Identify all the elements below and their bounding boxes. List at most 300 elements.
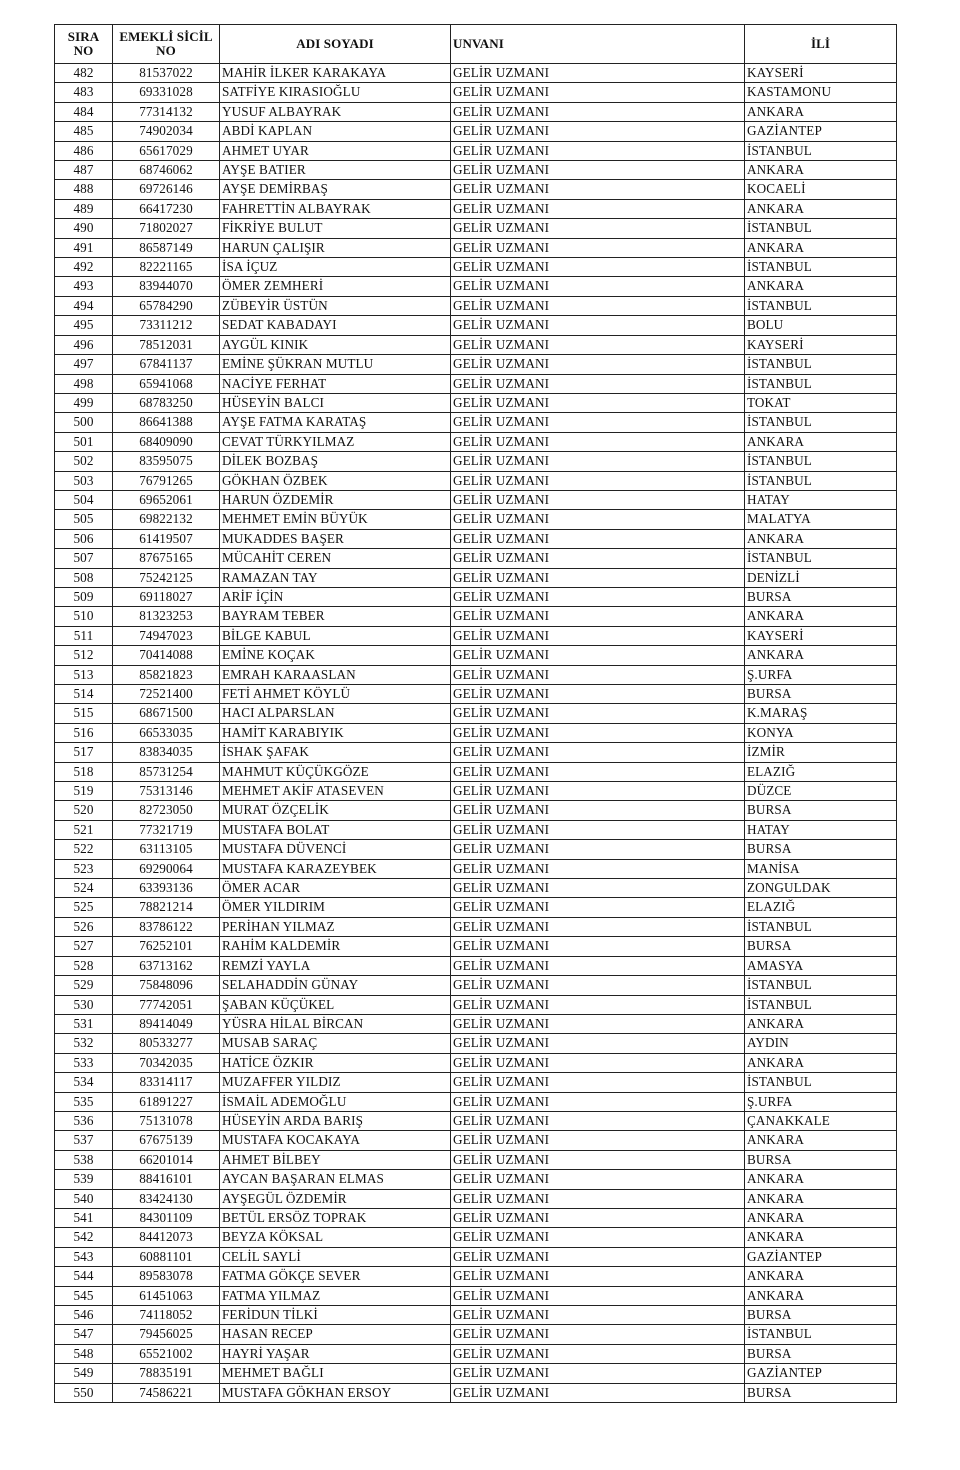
cell-ili: ANKARA bbox=[745, 1014, 897, 1033]
cell-unvani: GELİR UZMANI bbox=[451, 801, 745, 820]
cell-ili: ANKARA bbox=[745, 1189, 897, 1208]
cell-sira-no: 496 bbox=[55, 335, 113, 354]
cell-emekli-sicil-no: 85731254 bbox=[113, 762, 220, 781]
cell-adi-soyadi: HARUN ÇALIŞIR bbox=[220, 238, 451, 257]
cell-emekli-sicil-no: 76252101 bbox=[113, 937, 220, 956]
cell-emekli-sicil-no: 71802027 bbox=[113, 219, 220, 238]
table-row bbox=[55, 1247, 897, 1266]
cell-ili: İSTANBUL bbox=[745, 452, 897, 471]
cell-ili: ZONGULDAK bbox=[745, 879, 897, 898]
table-row bbox=[55, 1306, 897, 1325]
cell-unvani: GELİR UZMANI bbox=[451, 432, 745, 451]
cell-adi-soyadi: AHMET BİLBEY bbox=[220, 1150, 451, 1169]
cell-emekli-sicil-no: 66201014 bbox=[113, 1150, 220, 1169]
cell-sira-no: 544 bbox=[55, 1267, 113, 1286]
cell-ili: DÜZCE bbox=[745, 782, 897, 801]
table-row bbox=[55, 956, 897, 975]
cell-sira-no: 537 bbox=[55, 1131, 113, 1150]
cell-unvani: GELİR UZMANI bbox=[451, 413, 745, 432]
cell-adi-soyadi: MUSTAFA GÖKHAN ERSOY bbox=[220, 1383, 451, 1402]
table-row bbox=[55, 199, 897, 218]
cell-sira-no: 484 bbox=[55, 102, 113, 121]
cell-sira-no: 522 bbox=[55, 840, 113, 859]
cell-adi-soyadi: İSHAK ŞAFAK bbox=[220, 743, 451, 762]
cell-adi-soyadi: ÖMER ACAR bbox=[220, 879, 451, 898]
cell-ili: BURSA bbox=[745, 1344, 897, 1363]
cell-unvani: GELİR UZMANI bbox=[451, 568, 745, 587]
cell-emekli-sicil-no: 83595075 bbox=[113, 452, 220, 471]
cell-ili: ANKARA bbox=[745, 646, 897, 665]
cell-sira-no: 520 bbox=[55, 801, 113, 820]
table-row bbox=[55, 704, 897, 723]
cell-sira-no: 509 bbox=[55, 587, 113, 606]
cell-ili: GAZİANTEP bbox=[745, 1247, 897, 1266]
cell-emekli-sicil-no: 79456025 bbox=[113, 1325, 220, 1344]
table-row bbox=[55, 296, 897, 315]
cell-unvani: GELİR UZMANI bbox=[451, 1014, 745, 1033]
cell-unvani: GELİR UZMANI bbox=[451, 879, 745, 898]
cell-unvani: GELİR UZMANI bbox=[451, 956, 745, 975]
cell-sira-no: 482 bbox=[55, 64, 113, 83]
cell-ili: ÇANAKKALE bbox=[745, 1111, 897, 1130]
cell-sira-no: 545 bbox=[55, 1286, 113, 1305]
cell-ili: İSTANBUL bbox=[745, 374, 897, 393]
cell-sira-no: 548 bbox=[55, 1344, 113, 1363]
table-row bbox=[55, 83, 897, 102]
cell-unvani: GELİR UZMANI bbox=[451, 937, 745, 956]
table-row bbox=[55, 432, 897, 451]
cell-adi-soyadi: SATFİYE KIRASIOĞLU bbox=[220, 83, 451, 102]
cell-emekli-sicil-no: 77314132 bbox=[113, 102, 220, 121]
cell-sira-no: 499 bbox=[55, 393, 113, 412]
cell-unvani: GELİR UZMANI bbox=[451, 510, 745, 529]
cell-unvani: GELİR UZMANI bbox=[451, 626, 745, 645]
table-row bbox=[55, 1073, 897, 1092]
table-row bbox=[55, 122, 897, 141]
cell-ili: ANKARA bbox=[745, 102, 897, 121]
cell-ili: MALATYA bbox=[745, 510, 897, 529]
cell-unvani: GELİR UZMANI bbox=[451, 859, 745, 878]
table-row bbox=[55, 665, 897, 684]
cell-adi-soyadi: AYŞE BATIER bbox=[220, 161, 451, 180]
cell-emekli-sicil-no: 70414088 bbox=[113, 646, 220, 665]
cell-adi-soyadi: AYŞE DEMİRBAŞ bbox=[220, 180, 451, 199]
cell-sira-no: 534 bbox=[55, 1073, 113, 1092]
table-row bbox=[55, 937, 897, 956]
cell-adi-soyadi: HATİCE ÖZKIR bbox=[220, 1053, 451, 1072]
cell-unvani: GELİR UZMANI bbox=[451, 199, 745, 218]
table-row bbox=[55, 1267, 897, 1286]
cell-sira-no: 487 bbox=[55, 161, 113, 180]
cell-ili: ANKARA bbox=[745, 1170, 897, 1189]
table-row bbox=[55, 161, 897, 180]
cell-adi-soyadi: MUZAFFER YILDIZ bbox=[220, 1073, 451, 1092]
cell-adi-soyadi: AHMET UYAR bbox=[220, 141, 451, 160]
cell-sira-no: 503 bbox=[55, 471, 113, 490]
cell-emekli-sicil-no: 75313146 bbox=[113, 782, 220, 801]
cell-unvani: GELİR UZMANI bbox=[451, 1344, 745, 1363]
cell-sira-no: 506 bbox=[55, 529, 113, 548]
cell-emekli-sicil-no: 74902034 bbox=[113, 122, 220, 141]
cell-emekli-sicil-no: 81323253 bbox=[113, 607, 220, 626]
cell-ili: TOKAT bbox=[745, 393, 897, 412]
cell-emekli-sicil-no: 69290064 bbox=[113, 859, 220, 878]
cell-unvani: GELİR UZMANI bbox=[451, 452, 745, 471]
cell-emekli-sicil-no: 84412073 bbox=[113, 1228, 220, 1247]
cell-emekli-sicil-no: 76791265 bbox=[113, 471, 220, 490]
table-row bbox=[55, 452, 897, 471]
cell-adi-soyadi: CEVAT TÜRKYILMAZ bbox=[220, 432, 451, 451]
cell-unvani: GELİR UZMANI bbox=[451, 296, 745, 315]
cell-ili: Ş.URFA bbox=[745, 665, 897, 684]
cell-unvani: GELİR UZMANI bbox=[451, 1286, 745, 1305]
table-row bbox=[55, 529, 897, 548]
cell-ili: BOLU bbox=[745, 316, 897, 335]
cell-sira-no: 525 bbox=[55, 898, 113, 917]
cell-adi-soyadi: ZÜBEYİR ÜSTÜN bbox=[220, 296, 451, 315]
cell-emekli-sicil-no: 82723050 bbox=[113, 801, 220, 820]
cell-adi-soyadi: BAYRAM TEBER bbox=[220, 607, 451, 626]
table-row bbox=[55, 277, 897, 296]
cell-ili: BURSA bbox=[745, 685, 897, 704]
cell-adi-soyadi: HÜSEYİN ARDA BARIŞ bbox=[220, 1111, 451, 1130]
header-ili: İLİ bbox=[745, 25, 897, 64]
cell-sira-no: 483 bbox=[55, 83, 113, 102]
cell-unvani: GELİR UZMANI bbox=[451, 102, 745, 121]
table-row bbox=[55, 743, 897, 762]
cell-adi-soyadi: SELAHADDİN GÜNAY bbox=[220, 976, 451, 995]
cell-emekli-sicil-no: 75242125 bbox=[113, 568, 220, 587]
cell-emekli-sicil-no: 61451063 bbox=[113, 1286, 220, 1305]
cell-adi-soyadi: MUKADDES BAŞER bbox=[220, 529, 451, 548]
cell-ili: BURSA bbox=[745, 840, 897, 859]
cell-sira-no: 521 bbox=[55, 820, 113, 839]
table-row bbox=[55, 1189, 897, 1208]
cell-adi-soyadi: SEDAT KABADAYI bbox=[220, 316, 451, 335]
cell-emekli-sicil-no: 86641388 bbox=[113, 413, 220, 432]
cell-ili: ANKARA bbox=[745, 1208, 897, 1227]
cell-adi-soyadi: MAHMUT KÜÇÜKGÖZE bbox=[220, 762, 451, 781]
cell-emekli-sicil-no: 77742051 bbox=[113, 995, 220, 1014]
cell-sira-no: 493 bbox=[55, 277, 113, 296]
cell-ili: AYDIN bbox=[745, 1034, 897, 1053]
cell-emekli-sicil-no: 70342035 bbox=[113, 1053, 220, 1072]
cell-unvani: GELİR UZMANI bbox=[451, 704, 745, 723]
cell-adi-soyadi: ARİF İÇİN bbox=[220, 587, 451, 606]
cell-ili: ANKARA bbox=[745, 607, 897, 626]
cell-sira-no: 512 bbox=[55, 646, 113, 665]
cell-adi-soyadi: RAMAZAN TAY bbox=[220, 568, 451, 587]
cell-emekli-sicil-no: 63713162 bbox=[113, 956, 220, 975]
cell-emekli-sicil-no: 61891227 bbox=[113, 1092, 220, 1111]
table-row bbox=[55, 762, 897, 781]
table-row bbox=[55, 801, 897, 820]
cell-ili: BURSA bbox=[745, 1383, 897, 1402]
table-row bbox=[55, 626, 897, 645]
cell-unvani: GELİR UZMANI bbox=[451, 976, 745, 995]
cell-sira-no: 541 bbox=[55, 1208, 113, 1227]
header-unvani: UNVANI bbox=[451, 25, 745, 64]
table-row bbox=[55, 1286, 897, 1305]
cell-ili: HATAY bbox=[745, 490, 897, 509]
cell-unvani: GELİR UZMANI bbox=[451, 743, 745, 762]
cell-sira-no: 507 bbox=[55, 549, 113, 568]
cell-ili: ANKARA bbox=[745, 199, 897, 218]
cell-emekli-sicil-no: 67675139 bbox=[113, 1131, 220, 1150]
cell-emekli-sicil-no: 68783250 bbox=[113, 393, 220, 412]
cell-ili: K.MARAŞ bbox=[745, 704, 897, 723]
cell-emekli-sicil-no: 69652061 bbox=[113, 490, 220, 509]
cell-emekli-sicil-no: 77321719 bbox=[113, 820, 220, 839]
table-row bbox=[55, 1092, 897, 1111]
table-row bbox=[55, 355, 897, 374]
cell-unvani: GELİR UZMANI bbox=[451, 335, 745, 354]
cell-adi-soyadi: MEHMET BAĞLI bbox=[220, 1364, 451, 1383]
cell-ili: GAZİANTEP bbox=[745, 1364, 897, 1383]
cell-ili: AMASYA bbox=[745, 956, 897, 975]
header-sicil-line2: NO bbox=[156, 43, 176, 58]
cell-ili: BURSA bbox=[745, 1150, 897, 1169]
cell-unvani: GELİR UZMANI bbox=[451, 607, 745, 626]
cell-ili: ANKARA bbox=[745, 1053, 897, 1072]
table-row bbox=[55, 1131, 897, 1150]
cell-unvani: GELİR UZMANI bbox=[451, 238, 745, 257]
cell-adi-soyadi: BEYZA KÖKSAL bbox=[220, 1228, 451, 1247]
cell-unvani: GELİR UZMANI bbox=[451, 1208, 745, 1227]
cell-sira-no: 527 bbox=[55, 937, 113, 956]
cell-unvani: GELİR UZMANI bbox=[451, 490, 745, 509]
cell-adi-soyadi: ABDİ KAPLAN bbox=[220, 122, 451, 141]
table-row bbox=[55, 374, 897, 393]
cell-adi-soyadi: DİLEK BOZBAŞ bbox=[220, 452, 451, 471]
cell-unvani: GELİR UZMANI bbox=[451, 258, 745, 277]
cell-sira-no: 508 bbox=[55, 568, 113, 587]
cell-emekli-sicil-no: 69726146 bbox=[113, 180, 220, 199]
cell-unvani: GELİR UZMANI bbox=[451, 64, 745, 83]
cell-unvani: GELİR UZMANI bbox=[451, 646, 745, 665]
cell-ili: GAZİANTEP bbox=[745, 122, 897, 141]
cell-sira-no: 489 bbox=[55, 199, 113, 218]
cell-adi-soyadi: BETÜL ERSÖZ TOPRAK bbox=[220, 1208, 451, 1227]
cell-unvani: GELİR UZMANI bbox=[451, 83, 745, 102]
cell-adi-soyadi: FAHRETTİN ALBAYRAK bbox=[220, 199, 451, 218]
cell-emekli-sicil-no: 68671500 bbox=[113, 704, 220, 723]
cell-unvani: GELİR UZMANI bbox=[451, 820, 745, 839]
cell-unvani: GELİR UZMANI bbox=[451, 1364, 745, 1383]
cell-adi-soyadi: MEHMET EMİN BÜYÜK bbox=[220, 510, 451, 529]
cell-ili: İSTANBUL bbox=[745, 219, 897, 238]
cell-emekli-sicil-no: 87675165 bbox=[113, 549, 220, 568]
table-row bbox=[55, 335, 897, 354]
cell-adi-soyadi: MÜCAHİT CEREN bbox=[220, 549, 451, 568]
cell-ili: İSTANBUL bbox=[745, 141, 897, 160]
cell-emekli-sicil-no: 74947023 bbox=[113, 626, 220, 645]
table-row bbox=[55, 238, 897, 257]
cell-unvani: GELİR UZMANI bbox=[451, 898, 745, 917]
table-row bbox=[55, 1364, 897, 1383]
cell-ili: ANKARA bbox=[745, 1286, 897, 1305]
cell-adi-soyadi: NACİYE FERHAT bbox=[220, 374, 451, 393]
table-body bbox=[55, 64, 897, 1403]
cell-adi-soyadi: ŞABAN KÜÇÜKEL bbox=[220, 995, 451, 1014]
cell-adi-soyadi: İSMAİL ADEMOĞLU bbox=[220, 1092, 451, 1111]
cell-emekli-sicil-no: 82221165 bbox=[113, 258, 220, 277]
header-sicil-line1: EMEKLİ SİCİL bbox=[119, 29, 213, 44]
table-row bbox=[55, 1034, 897, 1053]
cell-sira-no: 542 bbox=[55, 1228, 113, 1247]
table-row bbox=[55, 102, 897, 121]
cell-sira-no: 530 bbox=[55, 995, 113, 1014]
cell-unvani: GELİR UZMANI bbox=[451, 587, 745, 606]
cell-emekli-sicil-no: 67841137 bbox=[113, 355, 220, 374]
table-row bbox=[55, 859, 897, 878]
cell-adi-soyadi: MEHMET AKİF ATASEVEN bbox=[220, 782, 451, 801]
cell-unvani: GELİR UZMANI bbox=[451, 995, 745, 1014]
cell-ili: ELAZIĞ bbox=[745, 762, 897, 781]
cell-emekli-sicil-no: 68409090 bbox=[113, 432, 220, 451]
cell-emekli-sicil-no: 83314117 bbox=[113, 1073, 220, 1092]
cell-ili: İSTANBUL bbox=[745, 413, 897, 432]
cell-ili: BURSA bbox=[745, 801, 897, 820]
cell-sira-no: 485 bbox=[55, 122, 113, 141]
cell-sira-no: 511 bbox=[55, 626, 113, 645]
cell-emekli-sicil-no: 74118052 bbox=[113, 1306, 220, 1325]
cell-adi-soyadi: FETİ AHMET KÖYLÜ bbox=[220, 685, 451, 704]
cell-sira-no: 495 bbox=[55, 316, 113, 335]
cell-ili: DENİZLİ bbox=[745, 568, 897, 587]
table-row bbox=[55, 141, 897, 160]
table-row bbox=[55, 1208, 897, 1227]
cell-emekli-sicil-no: 85821823 bbox=[113, 665, 220, 684]
cell-unvani: GELİR UZMANI bbox=[451, 685, 745, 704]
cell-emekli-sicil-no: 65617029 bbox=[113, 141, 220, 160]
cell-ili: KOCAELİ bbox=[745, 180, 897, 199]
cell-unvani: GELİR UZMANI bbox=[451, 1073, 745, 1092]
cell-unvani: GELİR UZMANI bbox=[451, 122, 745, 141]
cell-adi-soyadi: MUSAB SARAÇ bbox=[220, 1034, 451, 1053]
cell-emekli-sicil-no: 63113105 bbox=[113, 840, 220, 859]
cell-unvani: GELİR UZMANI bbox=[451, 1306, 745, 1325]
table-row bbox=[55, 180, 897, 199]
cell-unvani: GELİR UZMANI bbox=[451, 277, 745, 296]
cell-unvani: GELİR UZMANI bbox=[451, 1325, 745, 1344]
cell-adi-soyadi: HARUN ÖZDEMİR bbox=[220, 490, 451, 509]
cell-sira-no: 501 bbox=[55, 432, 113, 451]
cell-ili: BURSA bbox=[745, 1306, 897, 1325]
cell-adi-soyadi: FİKRİYE BULUT bbox=[220, 219, 451, 238]
cell-sira-no: 532 bbox=[55, 1034, 113, 1053]
cell-sira-no: 494 bbox=[55, 296, 113, 315]
cell-adi-soyadi: MUSTAFA KOCAKAYA bbox=[220, 1131, 451, 1150]
cell-emekli-sicil-no: 69331028 bbox=[113, 83, 220, 102]
cell-sira-no: 510 bbox=[55, 607, 113, 626]
cell-ili: KONYA bbox=[745, 723, 897, 742]
table-row bbox=[55, 64, 897, 83]
cell-emekli-sicil-no: 81537022 bbox=[113, 64, 220, 83]
cell-adi-soyadi: FATMA GÖKÇE SEVER bbox=[220, 1267, 451, 1286]
cell-unvani: GELİR UZMANI bbox=[451, 1170, 745, 1189]
table-row bbox=[55, 1150, 897, 1169]
cell-adi-soyadi: ÖMER YILDIRIM bbox=[220, 898, 451, 917]
cell-ili: ANKARA bbox=[745, 1131, 897, 1150]
cell-ili: İSTANBUL bbox=[745, 1073, 897, 1092]
cell-sira-no: 529 bbox=[55, 976, 113, 995]
table-header-row bbox=[55, 25, 897, 64]
table-row bbox=[55, 219, 897, 238]
cell-ili: İSTANBUL bbox=[745, 296, 897, 315]
cell-unvani: GELİR UZMANI bbox=[451, 355, 745, 374]
cell-sira-no: 513 bbox=[55, 665, 113, 684]
table-row bbox=[55, 471, 897, 490]
cell-sira-no: 533 bbox=[55, 1053, 113, 1072]
cell-unvani: GELİR UZMANI bbox=[451, 316, 745, 335]
cell-ili: KASTAMONU bbox=[745, 83, 897, 102]
cell-adi-soyadi: AYCAN BAŞARAN ELMAS bbox=[220, 1170, 451, 1189]
cell-emekli-sicil-no: 68746062 bbox=[113, 161, 220, 180]
table-row bbox=[55, 917, 897, 936]
cell-emekli-sicil-no: 66533035 bbox=[113, 723, 220, 742]
cell-emekli-sicil-no: 66417230 bbox=[113, 199, 220, 218]
cell-ili: MANİSA bbox=[745, 859, 897, 878]
cell-adi-soyadi: HÜSEYİN BALCI bbox=[220, 393, 451, 412]
table-row bbox=[55, 685, 897, 704]
cell-unvani: GELİR UZMANI bbox=[451, 1383, 745, 1402]
cell-ili: İSTANBUL bbox=[745, 917, 897, 936]
cell-emekli-sicil-no: 75848096 bbox=[113, 976, 220, 995]
cell-sira-no: 524 bbox=[55, 879, 113, 898]
cell-adi-soyadi: EMRAH KARAASLAN bbox=[220, 665, 451, 684]
cell-ili: BURSA bbox=[745, 937, 897, 956]
cell-ili: ANKARA bbox=[745, 432, 897, 451]
personnel-table bbox=[54, 24, 897, 1403]
cell-adi-soyadi: EMİNE KOÇAK bbox=[220, 646, 451, 665]
cell-adi-soyadi: MUSTAFA KARAZEYBEK bbox=[220, 859, 451, 878]
cell-adi-soyadi: YÜSRA HİLAL BİRCAN bbox=[220, 1014, 451, 1033]
table-row bbox=[55, 258, 897, 277]
cell-ili: KAYSERİ bbox=[745, 626, 897, 645]
table-row bbox=[55, 820, 897, 839]
cell-sira-no: 528 bbox=[55, 956, 113, 975]
cell-unvani: GELİR UZMANI bbox=[451, 219, 745, 238]
cell-sira-no: 518 bbox=[55, 762, 113, 781]
cell-unvani: GELİR UZMANI bbox=[451, 549, 745, 568]
cell-ili: KAYSERİ bbox=[745, 64, 897, 83]
table-row bbox=[55, 995, 897, 1014]
cell-sira-no: 486 bbox=[55, 141, 113, 160]
table-row bbox=[55, 1228, 897, 1247]
cell-unvani: GELİR UZMANI bbox=[451, 1189, 745, 1208]
table-row bbox=[55, 490, 897, 509]
cell-ili: İSTANBUL bbox=[745, 258, 897, 277]
cell-ili: Ş.URFA bbox=[745, 1092, 897, 1111]
cell-unvani: GELİR UZMANI bbox=[451, 393, 745, 412]
cell-unvani: GELİR UZMANI bbox=[451, 665, 745, 684]
cell-unvani: GELİR UZMANI bbox=[451, 1131, 745, 1150]
cell-unvani: GELİR UZMANI bbox=[451, 782, 745, 801]
cell-adi-soyadi: GÖKHAN ÖZBEK bbox=[220, 471, 451, 490]
cell-adi-soyadi: İSA İÇUZ bbox=[220, 258, 451, 277]
cell-sira-no: 492 bbox=[55, 258, 113, 277]
cell-ili: İSTANBUL bbox=[745, 1325, 897, 1344]
cell-ili: ANKARA bbox=[745, 277, 897, 296]
cell-adi-soyadi: RAHİM KALDEMİR bbox=[220, 937, 451, 956]
cell-sira-no: 539 bbox=[55, 1170, 113, 1189]
cell-sira-no: 488 bbox=[55, 180, 113, 199]
cell-ili: ANKARA bbox=[745, 238, 897, 257]
cell-adi-soyadi: MUSTAFA DÜVENCİ bbox=[220, 840, 451, 859]
table-row bbox=[55, 1383, 897, 1402]
table-row bbox=[55, 510, 897, 529]
